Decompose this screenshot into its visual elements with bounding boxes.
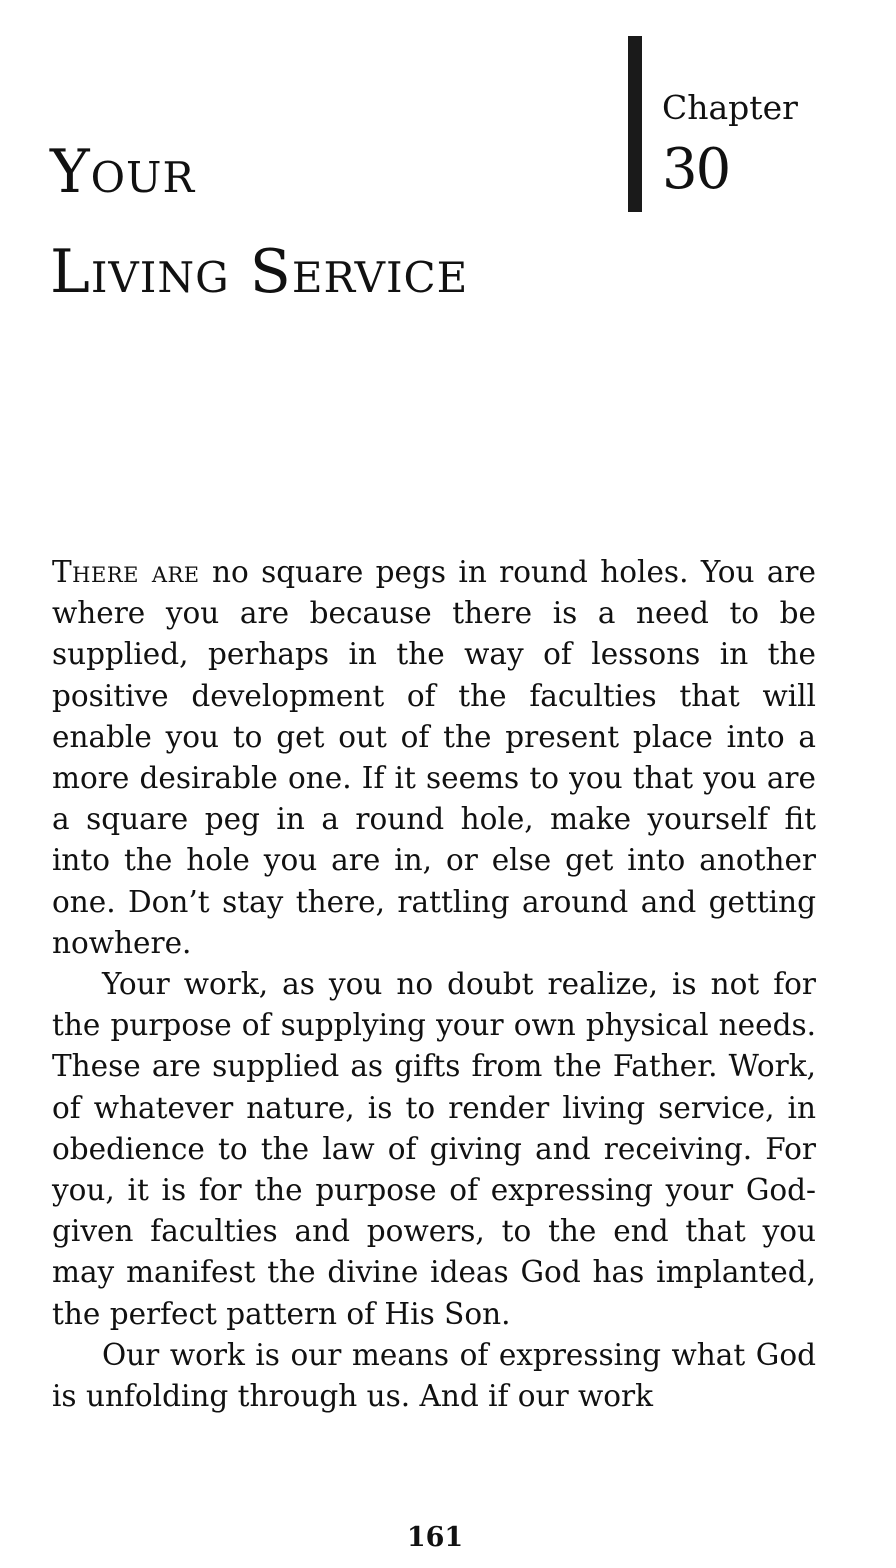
paragraph-2: Your work, as you no doubt realize, is not for the purpose of supplying your own physical needs. These are supplied as gifts from the Father. Work, of whatever nature, is to render living service, in obedience to the law of giving and receiving. For you, it is for the purpose of expressing your God-given faculties and powers, to the end that you may manifest the divine ideas God has implanted, the perfect pattern of His Son. bbox=[52, 967, 816, 1331]
chapter-divider-rule bbox=[628, 36, 642, 212]
body-text bbox=[52, 552, 816, 1417]
paragraph-1-run-in: There are bbox=[52, 555, 200, 589]
paragraph-1 bbox=[52, 552, 816, 964]
chapter-title-line-2: Living Service bbox=[50, 237, 469, 307]
chapter-number: 30 bbox=[662, 137, 730, 202]
chapter-label: Chapter bbox=[662, 88, 798, 127]
chapter-title-line-1: Your bbox=[50, 137, 196, 207]
page-number: 161 bbox=[406, 1522, 464, 1553]
chapter-title bbox=[50, 118, 468, 326]
paragraph-1-text: no square pegs in round holes. You are where you are because there is a need to be supplied, perhaps in the way of lessons in the positive development of the faculties that will enable you to get out of the present place into a more desirable one. If it seems to you that you are a square peg in a round hole, make yourself fit into the hole you are in, or else get into another one. Don’t stay there, rattling around and getting nowhere. bbox=[52, 555, 816, 960]
paragraph-3: Our work is our means of expressing what God is unfolding through us. And if our work bbox=[52, 1337, 816, 1414]
